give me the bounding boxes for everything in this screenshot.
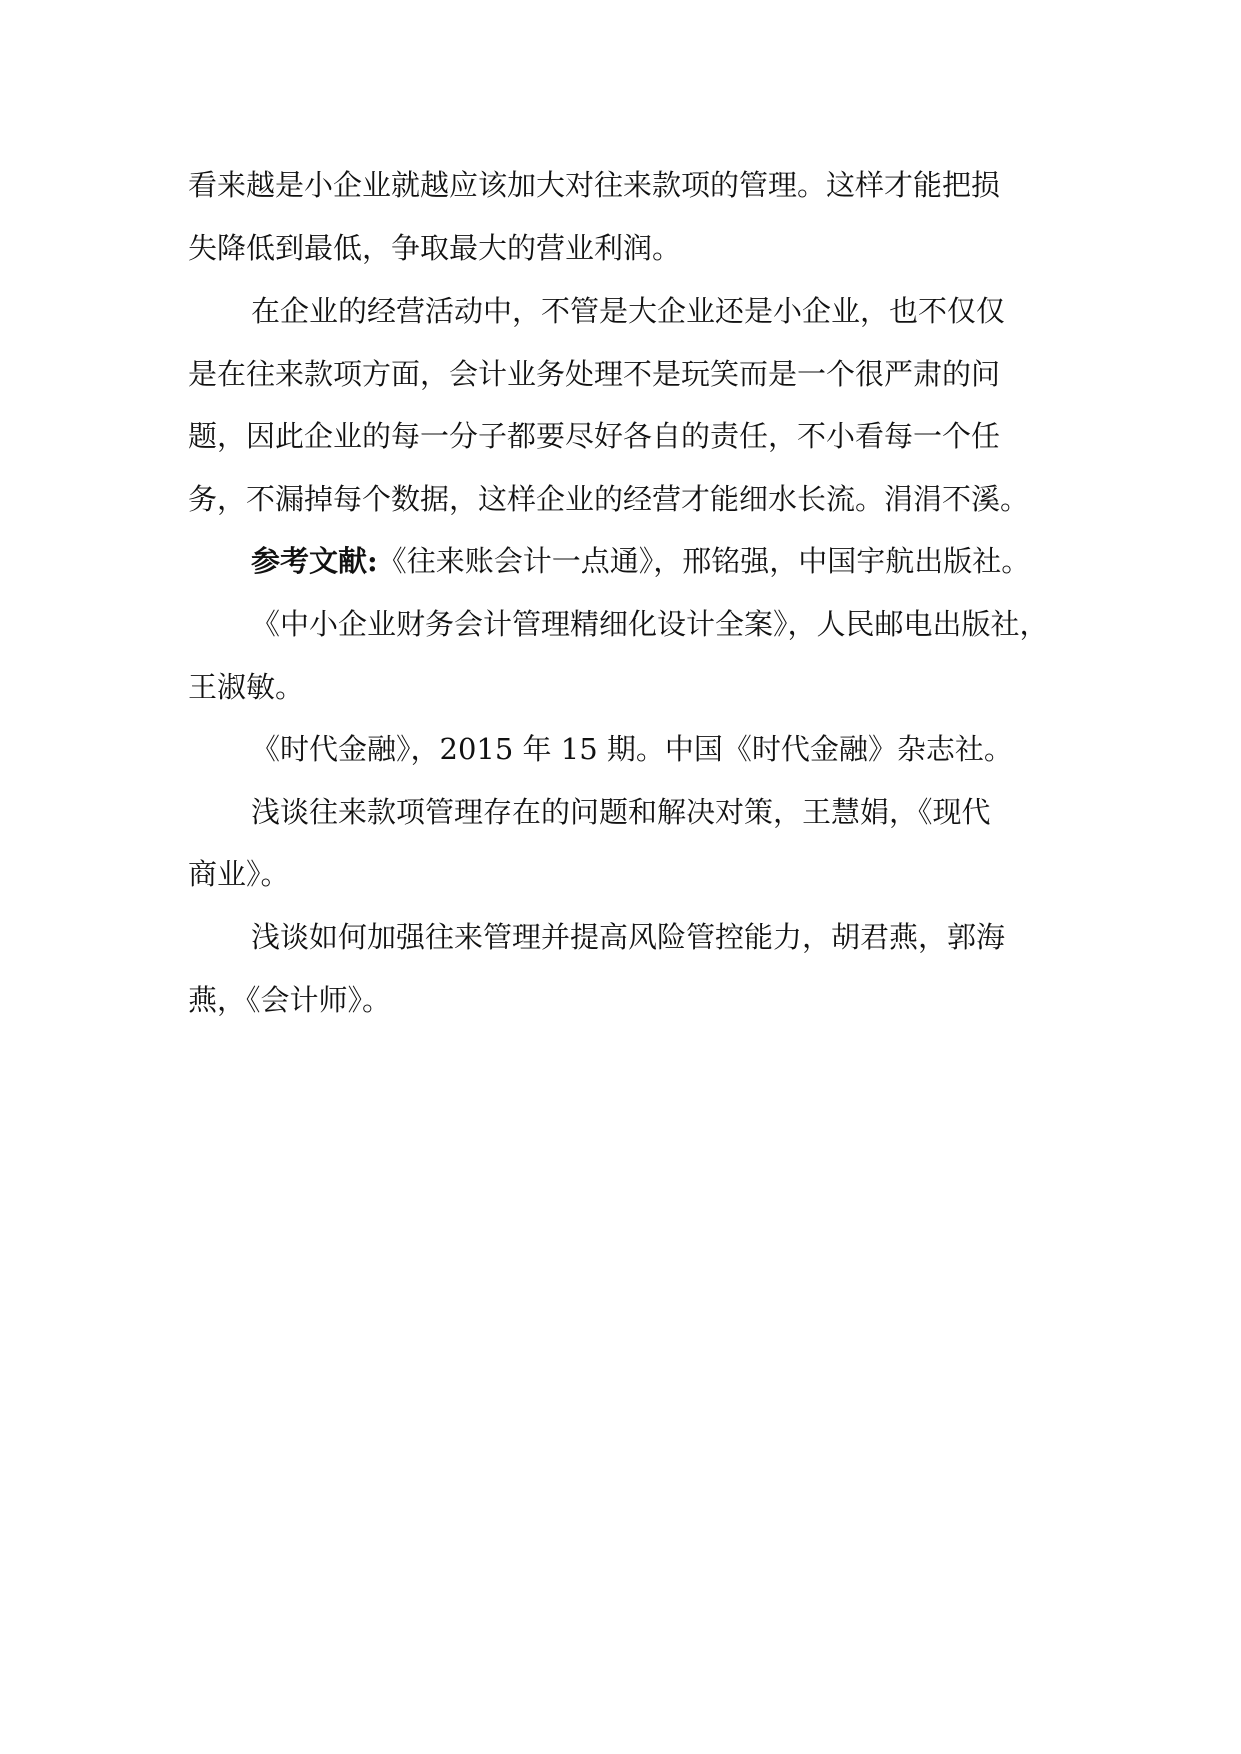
reference-entry: 《往来账会计一点通》，邢铭强，中国宇航出版社。: [377, 544, 1031, 578]
body-text-line: 失降低到最低，争取最大的营业利润。: [188, 231, 682, 265]
reference-entry: 商业》。: [188, 857, 290, 891]
reference-entry: 浅谈往来款项管理存在的问题和解决对策，王慧娟，《现代: [251, 795, 991, 829]
body-text-line: 是在往来款项方面，会计业务处理不是玩笑而是一个很严肃的问: [188, 357, 1001, 391]
body-text-line: 看来越是小企业就越应该加大对往来款项的管理。这样才能把损: [188, 168, 1001, 202]
reference-entry: 《时代金融》，2015 年 15 期。中国《时代金融》杂志社。: [251, 732, 1013, 766]
body-text-line: 题，因此企业的每一分子都要尽好各自的责任，不小看每一个任: [188, 419, 1001, 453]
reference-entry: 燕，《会计师》。: [188, 983, 392, 1017]
reference-entry: 王淑敏。: [188, 670, 305, 704]
body-text-line: 在企业的经营活动中，不管是大企业还是小企业，也不仅仅: [251, 294, 1006, 328]
references-label: 参考文献:: [251, 544, 378, 578]
body-text-line: 务，不漏掉每个数据，这样企业的经营才能细水长流。涓涓不溪。: [188, 482, 1030, 516]
reference-entry: 浅谈如何加强往来管理并提高风险管控能力，胡君燕，郭海: [251, 920, 1006, 954]
reference-entry: 《中小企业财务会计管理精细化设计全案》，人民邮电出版社，: [251, 607, 1049, 641]
references-line: [251, 543, 1030, 579]
